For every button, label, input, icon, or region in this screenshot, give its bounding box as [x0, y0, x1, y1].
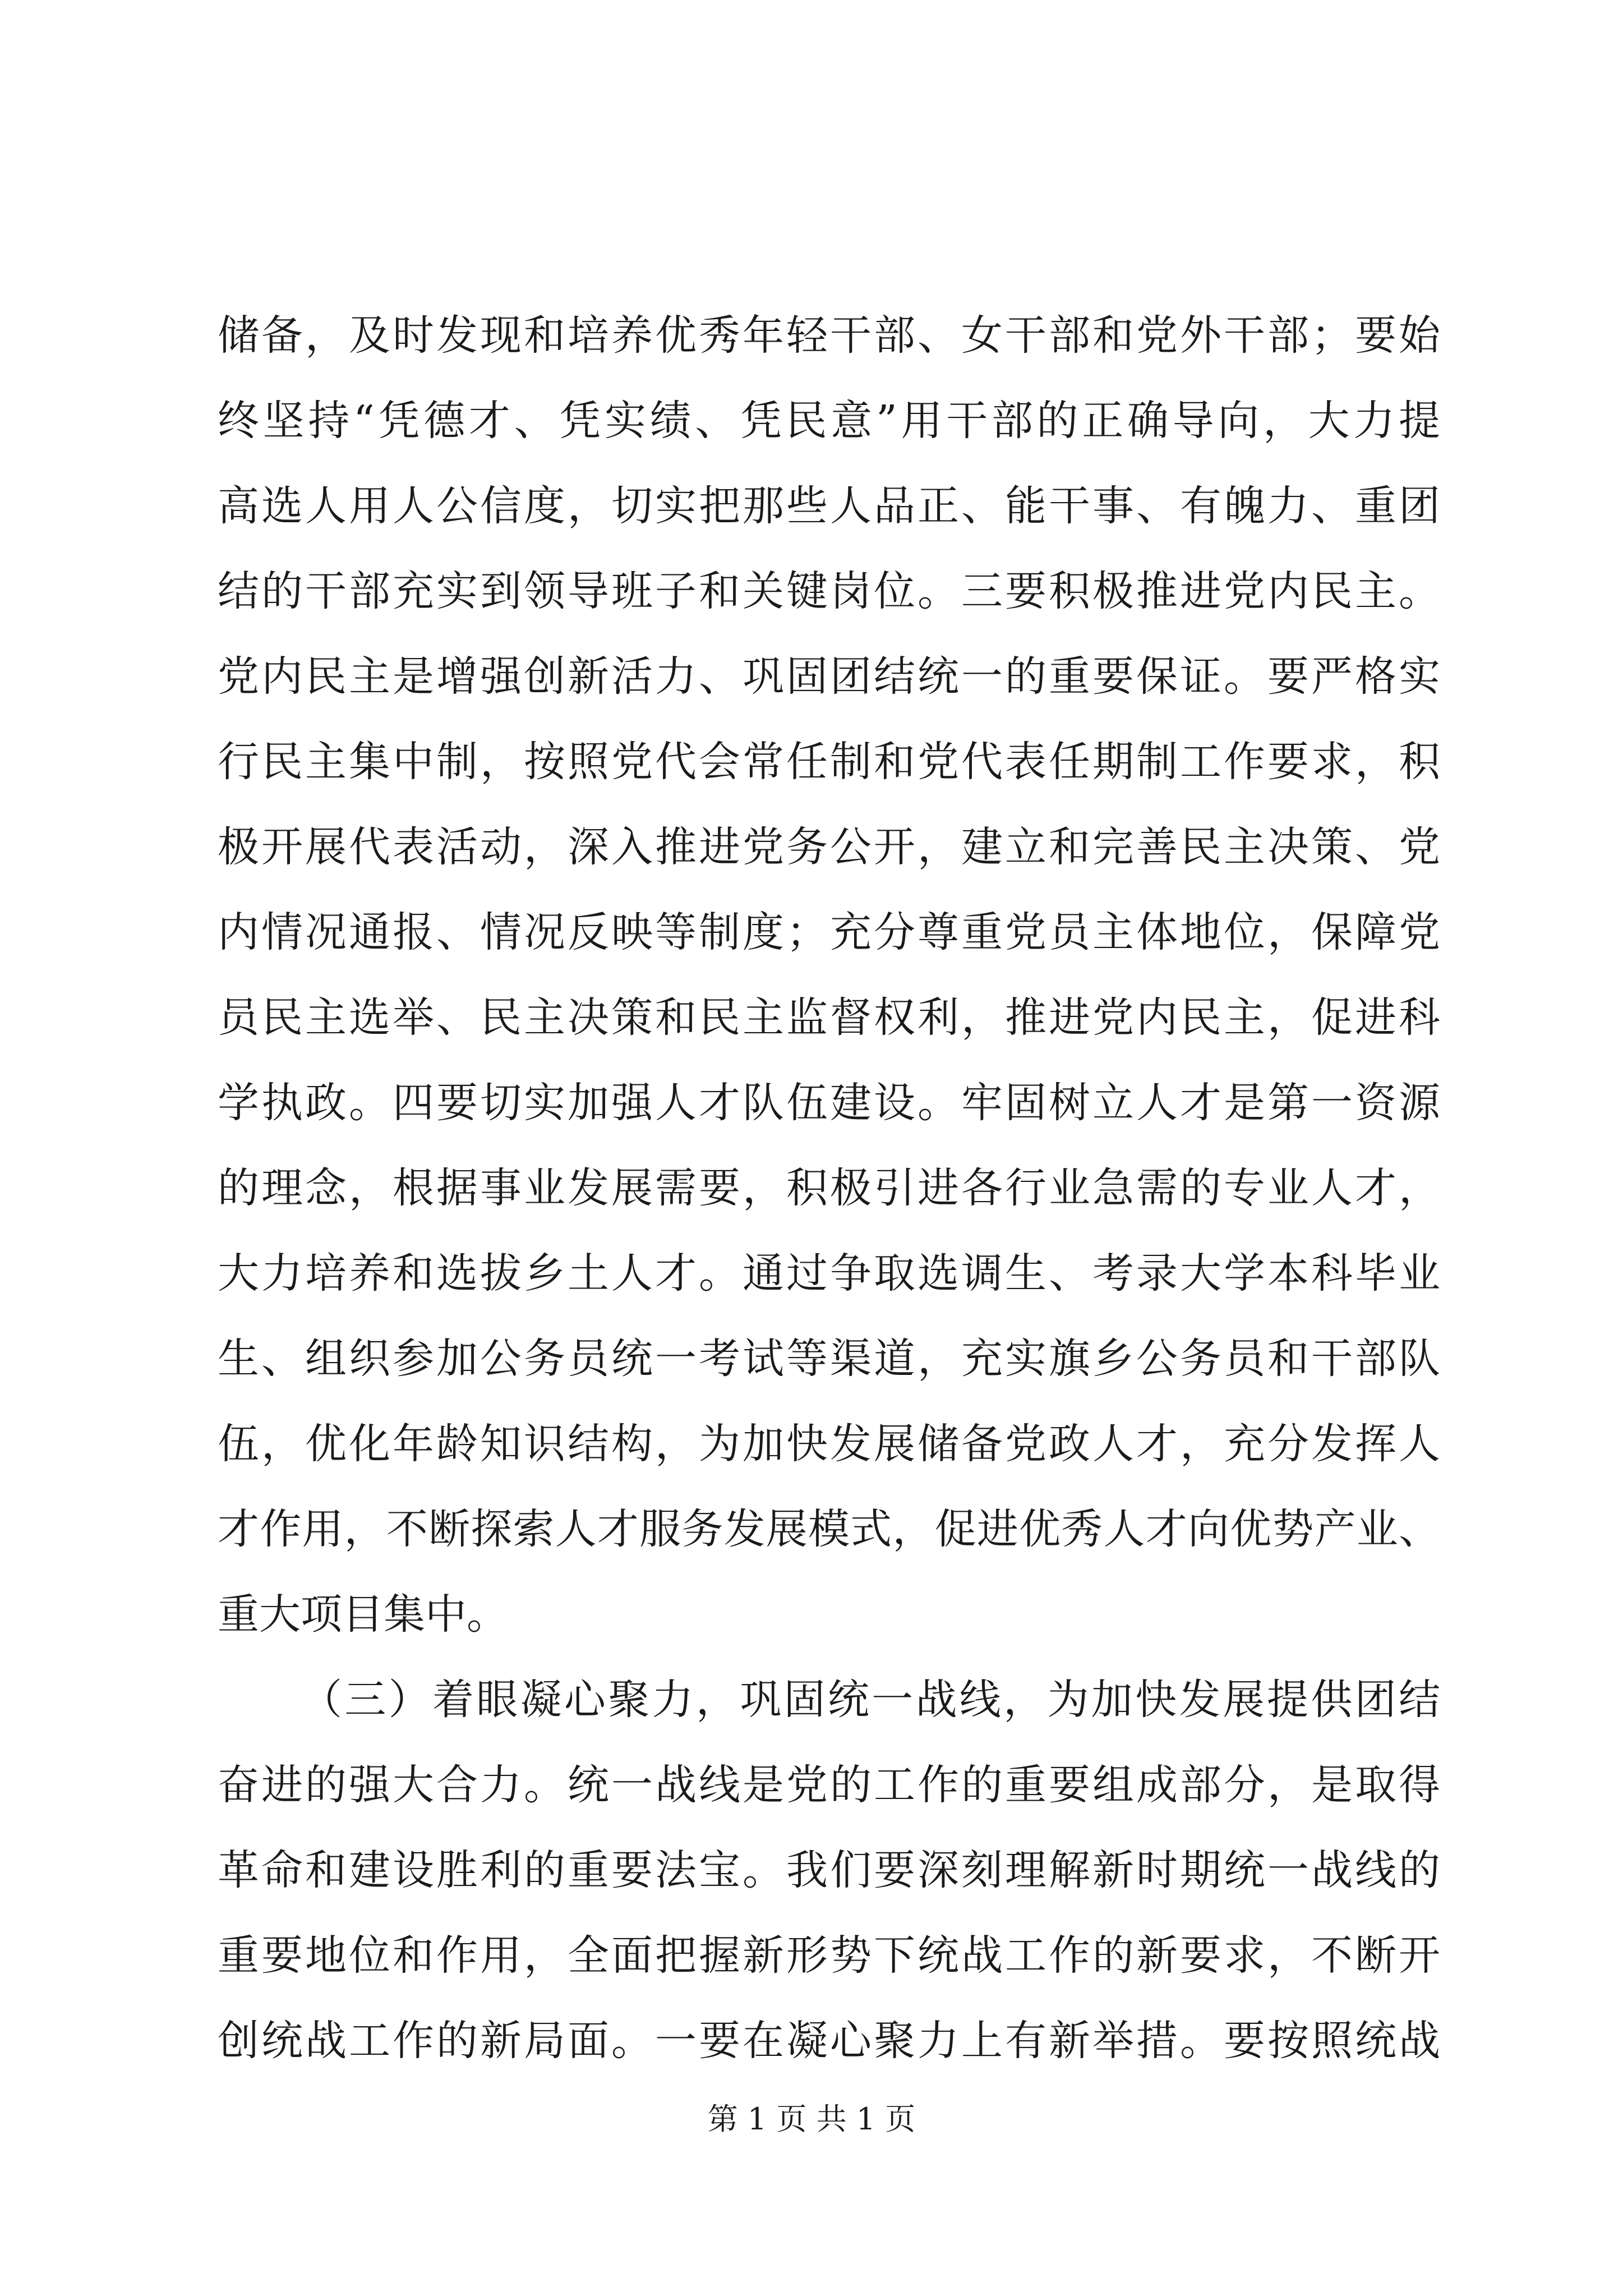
page-footer: 第 1 页 共 1 页: [707, 2101, 916, 2137]
text-line: 极开展代表活动，深入推进党务公开，建立和完善民主决策、党: [218, 823, 1440, 871]
text-line: 的理念，根据事业发展需要，积极引进各行业急需的专业人才，: [218, 1164, 1440, 1212]
text-line: 伍，优化年龄知识结构，为加快发展储备党政人才，充分发挥人: [218, 1420, 1440, 1468]
text-line: 创统战工作的新局面。一要在凝心聚力上有新举措。要按照统战: [218, 2017, 1440, 2065]
text-line: 储备，及时发现和培养优秀年轻干部、女干部和党外干部；要始: [218, 311, 1440, 360]
text-line: 高选人用人公信度，切实把那些人品正、能干事、有魄力、重团: [218, 482, 1440, 530]
text-line: 重要地位和作用，全面把握新形势下统战工作的新要求，不断开: [218, 1931, 1440, 1980]
text-line: 内情况通报、情况反映等制度；充分尊重党员主体地位，保障党: [218, 908, 1440, 956]
document-body: [218, 293, 1440, 2083]
text-line: 员民主选举、民主决策和民主监督权利，推进党内民主，促进科: [218, 993, 1440, 1042]
text-line-paragraph-end: 重大项目集中。: [218, 1590, 508, 1639]
text-line: 奋进的强大合力。统一战线是党的工作的重要组成部分，是取得: [218, 1761, 1440, 1809]
text-line: 党内民主是增强创新活力、巩固团结统一的重要保证。要严格实: [218, 652, 1440, 701]
text-line: 行民主集中制，按照党代会常任制和党代表任期制工作要求，积: [218, 738, 1440, 786]
text-line-section-heading: （三）着眼凝心聚力，巩固统一战线，为加快发展提供团结: [301, 1676, 1440, 1724]
text-line: 学执政。四要切实加强人才队伍建设。牢固树立人才是第一资源: [218, 1079, 1440, 1127]
text-line: 结的干部充实到领导班子和关键岗位。三要积极推进党内民主。: [218, 567, 1440, 615]
text-line: 生、组织参加公务员统一考试等渠道，充实旗乡公务员和干部队: [218, 1335, 1440, 1383]
text-line: 革命和建设胜利的重要法宝。我们要深刻理解新时期统一战线的: [218, 1846, 1440, 1894]
text-line: 才作用，不断探索人才服务发展模式，促进优秀人才向优势产业、: [218, 1505, 1440, 1553]
text-line: 终坚持“凭德才、凭实绩、凭民意”用干部的正确导向，大力提: [218, 397, 1440, 445]
text-line: 大力培养和选拔乡土人才。通过争取选调生、考录大学本科毕业: [218, 1249, 1440, 1297]
